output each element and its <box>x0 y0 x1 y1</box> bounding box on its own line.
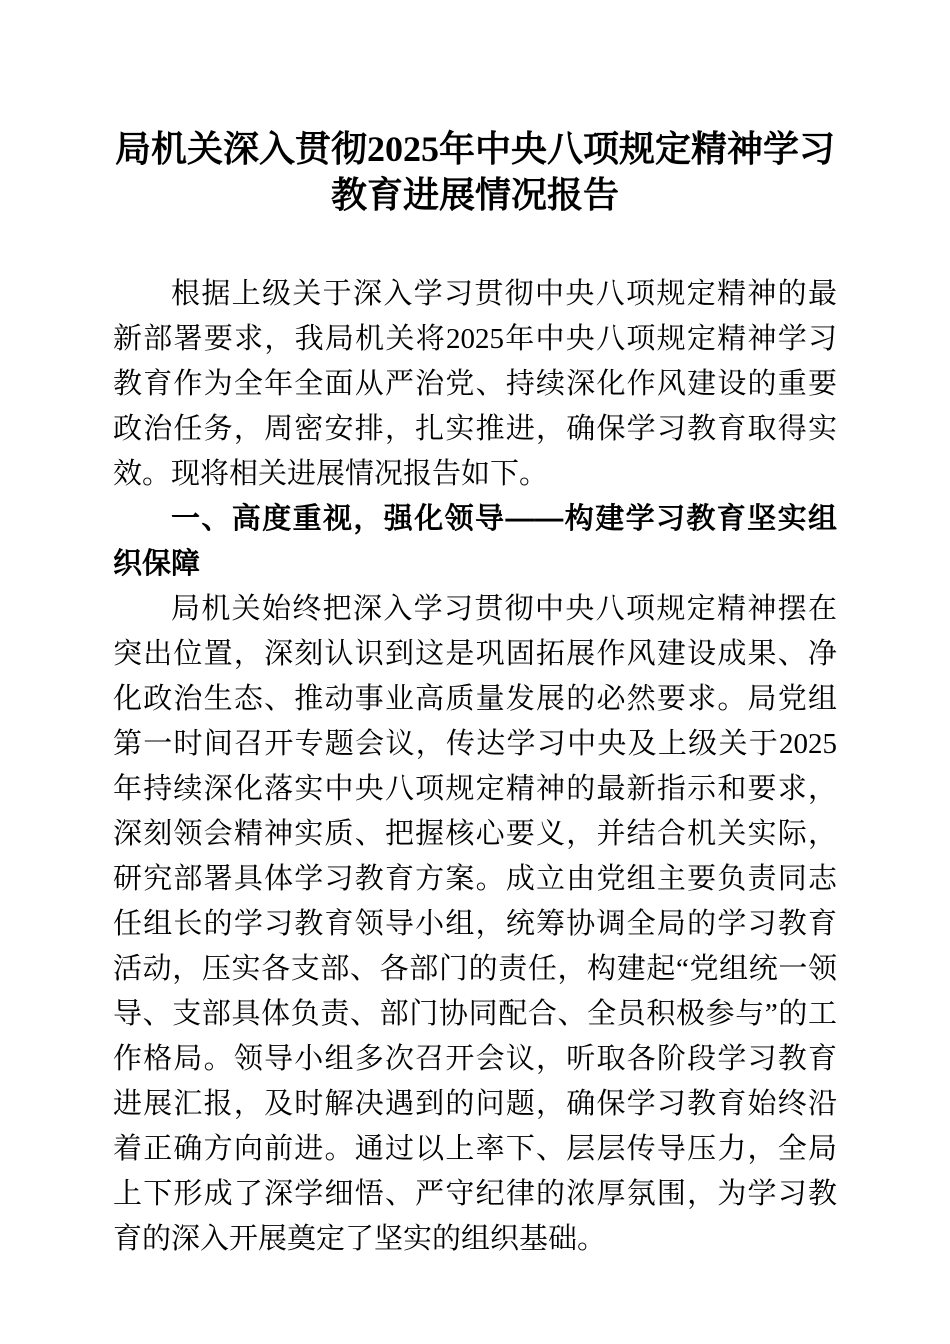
document-body <box>113 272 837 1262</box>
document-title: 局机关深入贯彻2025年中央八项规定精神学习教育进展情况报告 <box>114 129 835 215</box>
section-heading: 一、高度重视，强化领导——构建学习教育坚实组织保障 <box>113 503 837 580</box>
body-paragraph: 根据上级关于深入学习贯彻中央八项规定精神的最新部署要求，我局机关将2025年中央八项规定精神学习教育作为全年全面从严治党、持续深化作风建设的重要政治任务，周密安排，扎实推进，确保学习教育取得实效。现将相关进展情况报告如下。 <box>113 278 837 490</box>
body-paragraph: 局机关始终把深入学习贯彻中央八项规定精神摆在突出位置，深刻认识到这是巩固拓展作风建设成果、净化政治生态、推动事业高质量发展的必然要求。局党组第一时间召开专题会议，传达学习中央及上级关于2025年持续深化落实中央八项规定精神的最新指示和要求，深刻领会精神实质、把握核心要义，并结合机关实际，研究部署具体学习教育方案。成立由党组主要负责同志任组长的学习教育领导小组，统筹协调全局的学习教育活动，压实各支部、各部门的责任，构建起“党组统一领导、支部具体负责、部门协同配合、全员积极参与”的工作格局。领导小组多次召开会议，听取各阶段学习教育进展汇报，及时解决遇到的问题，确保学习教育始终沿着正确方向前进。通过以上率下、层层传导压力，全局上下形成了深学细悟、严守纪律的浓厚氛围，为学习教育的深入开展奠定了坚实的组织基础。 <box>113 593 837 1255</box>
